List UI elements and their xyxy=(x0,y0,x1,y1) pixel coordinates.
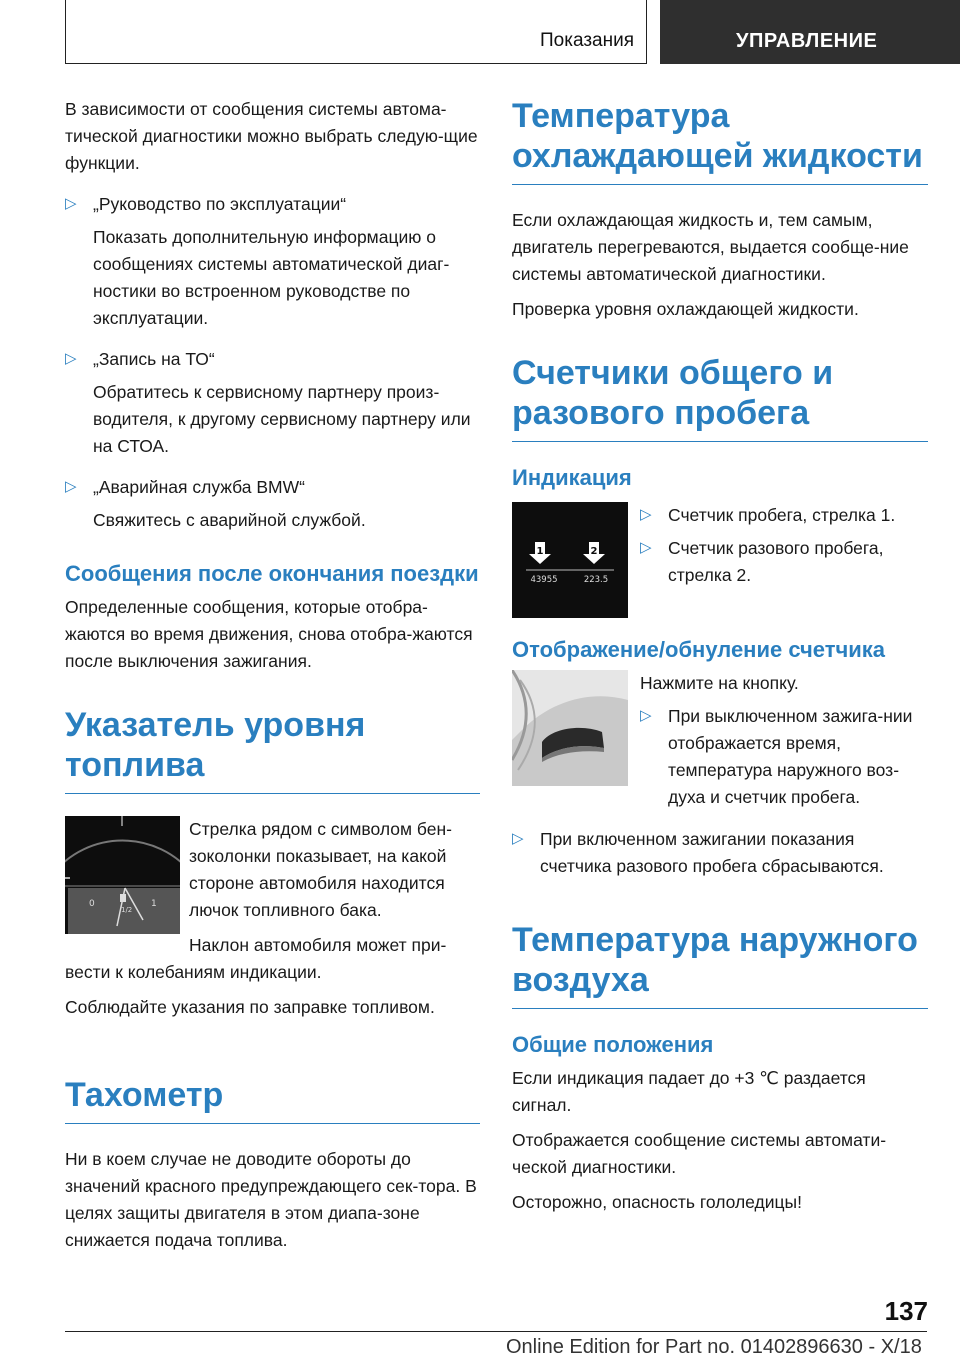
odometer-section xyxy=(512,502,928,628)
triangle-bullet-icon: ▷ xyxy=(640,707,652,724)
general-text-1: Если индикация падает до +3 ℃ раздается сигнал. xyxy=(512,1068,866,1115)
gauge-label-half: 1/2 xyxy=(121,906,133,914)
display-bullet-1: Счетчик пробега, стрелка 1. xyxy=(668,505,896,525)
reset-button-image xyxy=(512,670,628,786)
header-section-tab xyxy=(65,0,647,64)
fuel-heading: Указатель уровня топлива xyxy=(65,705,480,794)
edition-note: Online Edition for Part no. 01402896630 - X/18 xyxy=(506,1336,922,1358)
triangle-bullet-icon: ▷ xyxy=(512,830,524,847)
fuel-pump-icon xyxy=(120,894,126,902)
footer-divider xyxy=(65,1331,927,1332)
fuel-gauge-image xyxy=(65,816,180,934)
odometer-arrow-1-label: 1 xyxy=(536,546,544,557)
reset-intro: Нажмите на кнопку. xyxy=(640,673,799,693)
triangle-bullet-icon: ▷ xyxy=(65,195,77,212)
triangle-bullet-icon: ▷ xyxy=(65,350,77,367)
reset-heading: Отображение/обнуление счетчика xyxy=(512,637,886,662)
list-item xyxy=(65,474,480,534)
coolant-text-1: Если охлаждающая жидкость и, тем самым, двигатель перегреваются, выдается сообще-ние системы автоматической диагностики. xyxy=(512,210,909,284)
header-chapter-tab xyxy=(660,0,960,64)
reset-bullet-1: При выключенном зажига-нии отображается время, температура наружного воз-духа и счетчик пробега. xyxy=(668,706,913,807)
tacho-text: Ни в коем случае не доводите обороты до значений красного предупреждающего сек-тора. В целях защиты двигателя в этом диапа-зоне снижается подача топлива. xyxy=(65,1149,477,1250)
bullet-title: „Руководство по эксплуатации“ xyxy=(93,194,347,214)
list-item xyxy=(640,703,928,811)
fuel-text-3: Соблюдайте указания по заправке топливом. xyxy=(65,997,435,1017)
odometer-arrow-2-label: 2 xyxy=(590,546,598,557)
fuel-section xyxy=(65,816,480,1021)
coolant-heading: Температура охлаждающей жидкости xyxy=(512,96,928,185)
list-item xyxy=(65,191,480,332)
list-item xyxy=(640,502,928,529)
reset-section xyxy=(512,670,928,820)
right-column xyxy=(512,96,928,1216)
triangle-bullet-icon: ▷ xyxy=(640,539,652,556)
list-item xyxy=(640,535,928,589)
triangle-bullet-icon: ▷ xyxy=(65,478,77,495)
tacho-heading: Тахометр xyxy=(65,1065,480,1124)
fuel-text-1: Стрелка рядом с символом бен-зоколонки показывает, на какой стороне автомобиля находится лючок топливного бака. xyxy=(189,819,452,920)
general-text-3: Осторожно, опасность гололедицы! xyxy=(512,1192,802,1212)
display-bullet-2: Счетчик разового пробега, стрелка 2. xyxy=(668,538,884,585)
odometer-trip-value: 223.5 xyxy=(583,575,609,585)
fuel-text-2: Наклон автомобиля может при-вести к колебаниям индикации. xyxy=(65,935,447,982)
odometer-heading: Счетчики общего и разового пробега xyxy=(512,353,928,442)
odometer-display-image xyxy=(512,502,628,618)
header-section-label: Показания xyxy=(540,30,634,51)
general-text-2: Отображается сообщение системы автомати-ческой диагностики. xyxy=(512,1130,887,1177)
gauge-label-one: 1 xyxy=(151,899,157,909)
after-trip-text: Определенные сообщения, которые отобра-жаются во время движения, снова отобра-жаются после выключения зажигания. xyxy=(65,597,473,671)
header-chapter-label: УПРАВЛЕНИЕ xyxy=(736,30,878,52)
bullet-text: Показать дополнительную информацию о сообщениях системы автоматической диаг-ностики во встроенном руководстве по эксплуатации. xyxy=(93,227,450,328)
triangle-bullet-icon: ▷ xyxy=(640,506,652,523)
left-column xyxy=(65,96,480,1254)
page-number: 137 xyxy=(884,1296,928,1326)
display-heading: Индикация xyxy=(512,465,632,490)
gauge-label-zero: 0 xyxy=(89,899,95,909)
after-trip-heading: Сообщения после окончания поездки xyxy=(65,561,479,586)
reset-bullet-2: При включенном зажигании показания счетчика разового пробега сбрасываются. xyxy=(540,829,884,876)
bullet-title: „Аварийная служба BMW“ xyxy=(93,477,305,497)
general-heading: Общие положения xyxy=(512,1032,714,1057)
bullet-title: „Запись на ТО“ xyxy=(93,349,215,369)
intro-text: В зависимости от сообщения системы автома-тической диагностики можно выбрать следую-щие функции. xyxy=(65,99,478,173)
list-item xyxy=(65,346,480,460)
odometer-total-value: 43955 xyxy=(530,575,558,585)
coolant-text-2: Проверка уровня охлаждающей жидкости. xyxy=(512,299,859,319)
outside-temp-heading: Температура наружного воздуха xyxy=(512,920,928,1009)
bullet-text: Свяжитесь с аварийной службой. xyxy=(93,510,366,530)
list-item xyxy=(512,826,928,880)
bullet-text: Обратитесь к сервисному партнеру произ-водителя, к другому сервисному партнеру или на СТОА. xyxy=(93,382,471,456)
